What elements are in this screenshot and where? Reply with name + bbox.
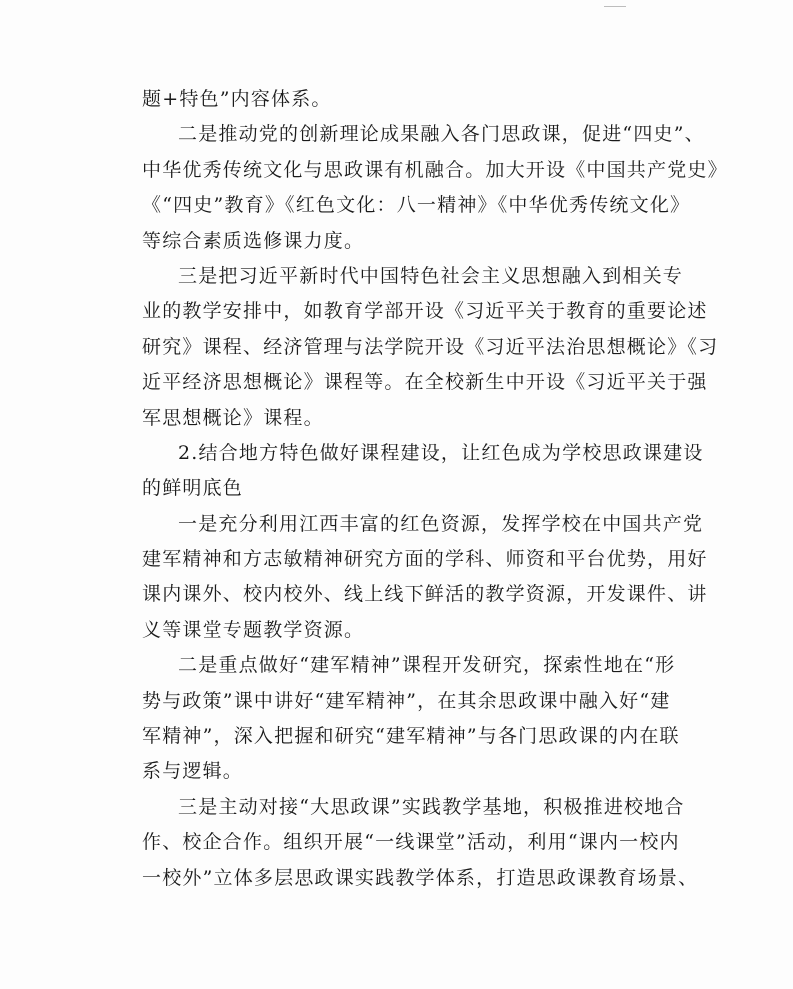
text-line: 二是重点做好“建军精神”课程开发研究，探索性地在“形 [178,654,676,677]
text-line: 题+特色”内容体系。 [142,88,332,110]
text-line: 课内课外、校内校外、线上线下鲜活的教学资源，开发课件、讲 [142,583,708,606]
section-heading: 2.结合地方特色做好课程建设，让红色成为学校思政课建设 [178,441,704,464]
text-line: 等综合素质选修课力度。 [142,229,365,252]
text-line: 近平经济思想概论》课程等。在全校新生中开设《习近平关于强 [142,371,708,394]
text-line: 作、校企合作。组织开展“一线课堂”活动，利用“课内一校内 [142,831,680,854]
text-line: 《“四史”教育》《红色文化：八一精神》《中华优秀传统文化》 [142,194,691,217]
text-line: 义等课堂专题教学资源。 [142,618,365,641]
text-line: 中华优秀传统文化与思政课有机融合。加大开设《中国共产党史》 [142,158,728,181]
text-line: 研究》课程、经济管理与法学院开设《习近平法治思想概论》《习 [142,335,719,358]
text-line: 建军精神和方志敏精神研究方面的学科、师资和平台优势，用好 [142,548,708,571]
text-line: 二是推动党的创新理论成果融入各门思政课，促进“四史”、 [178,123,705,146]
document-body [142,82,728,896]
text-line: 军思想概论》课程。 [142,406,324,429]
text-line: 三是主动对接“大思政课”实践教学基地，积极推进校地合 [178,795,685,818]
text-line: 军精神”，深入把握和研究“建军精神”与各门思政课的内在联 [142,725,680,748]
text-line: 势与政策”课中讲好“建军精神”，在其余思政课中融入好“建 [142,689,671,712]
text-line: 三是把习近平新时代中国特色社会主义思想融入到相关专 [178,264,684,287]
text-line: 一校外”立体多层思政课实践教学体系，打造思政课教育场景、 [142,866,699,889]
text-line: 一是充分利用江西丰富的红色资源，发挥学校在中国共产党 [178,512,704,535]
scan-artifact-mark [604,6,626,7]
section-heading: 的鲜明底色 [142,477,244,500]
text-line: 业的教学安排中，如教育学部开设《习近平关于教育的重要论述 [142,300,708,323]
text-line: 系与逻辑。 [142,760,244,783]
